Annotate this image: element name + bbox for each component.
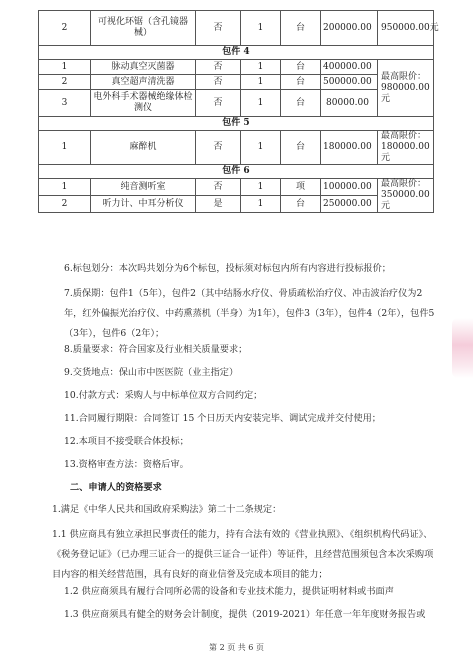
- cell-no: 3: [39, 90, 91, 117]
- cell-imported: 否: [196, 90, 241, 117]
- cell-unit: 台: [281, 60, 321, 75]
- section-2-heading: 二、申请人的资格要求: [70, 482, 162, 493]
- cell-imported: 是: [196, 196, 241, 213]
- clause-12: 12.本项目不接受联合体投标；: [64, 436, 189, 447]
- cell-name: 麻醉机: [91, 131, 196, 165]
- cell-price: 80000.00: [321, 90, 378, 117]
- package-5-limit: 最高限价：180000.00元: [378, 131, 434, 165]
- cell-no: 1: [39, 179, 91, 196]
- cell-limit: 950000.00元: [378, 11, 434, 46]
- page-number: 第 2 页 共 6 页: [209, 643, 264, 652]
- cell-name: 纯音测听室: [91, 179, 196, 196]
- clause-6: 6.标包划分：本次吗共划分为6个标包，投标须对标包内所有内容进行投标报价；: [64, 263, 391, 274]
- cell-unit: 台: [281, 11, 321, 46]
- cell-no: 2: [39, 75, 91, 90]
- cell-imported: 否: [196, 11, 241, 46]
- requirement-1-2: 1.2 供应商须具有履行合同所必需的设备和专业技术能力，提供证明材料或书面声: [64, 586, 394, 597]
- cell-qty: 1: [241, 60, 281, 75]
- seal-stamp-fragment: [452, 318, 473, 378]
- package-header-row: [39, 46, 434, 60]
- package-header-row: [39, 117, 434, 131]
- cell-unit: 台: [281, 90, 321, 117]
- cell-no: 2: [39, 196, 91, 213]
- cell-unit: 台: [281, 131, 321, 165]
- cell-imported: 否: [196, 131, 241, 165]
- package-6-limit: 最高限价：350000.00元: [378, 179, 434, 213]
- package-header-row: [39, 165, 434, 179]
- cell-qty: 1: [241, 131, 281, 165]
- cell-name: 听力计、中耳分析仪: [91, 196, 196, 213]
- package-4-limit: 最高限价：980000.00元: [378, 60, 434, 117]
- table-row: [39, 196, 434, 213]
- table-row: [39, 11, 434, 46]
- clause-7: 7.质保期：包件1（5年），包件2（其中结肠水疗仪、骨质疏松治疗仪、冲击波治疗仪为2年，红外偏振光治疗仪、中药熏蒸机（半身）为1年），包件3（3年），包件4（2年），包件5（3年），包件6（2年）；: [64, 288, 435, 339]
- cell-qty: 1: [241, 179, 281, 196]
- cell-no: 1: [39, 60, 91, 75]
- cell-price: 200000.00: [321, 11, 378, 46]
- clause-13: 13.资格审查方法：资格后审。: [64, 459, 189, 470]
- cell-qty: 1: [241, 75, 281, 90]
- package-4-label: 包件 4: [39, 46, 434, 60]
- cell-unit: 台: [281, 75, 321, 90]
- cell-name: 真空超声清洗器: [91, 75, 196, 90]
- cell-name: 电外科手术器械绝缘体检测仪: [91, 90, 196, 117]
- cell-price: 100000.00: [321, 179, 378, 196]
- cell-price: 250000.00: [321, 196, 378, 213]
- table-row: [39, 75, 434, 90]
- cell-qty: 1: [241, 196, 281, 213]
- clause-9: 9.交货地点：保山市中医医院（业主指定）: [64, 367, 239, 378]
- cell-imported: 否: [196, 60, 241, 75]
- cell-unit: 台: [281, 196, 321, 213]
- clause-10: 10.付款方式：采购人与中标单位双方合同约定；: [64, 390, 263, 401]
- requirement-1: 1.满足《中华人民共和国政府采购法》第二十二条规定：: [52, 504, 282, 515]
- table-row: [39, 90, 434, 117]
- cell-price: 400000.00: [321, 60, 378, 75]
- clause-8: 8.质量要求：符合国家及行业相关质量要求；: [64, 344, 248, 355]
- table-row: [39, 179, 434, 196]
- cell-imported: 否: [196, 75, 241, 90]
- cell-name: 脉动真空灭菌器: [91, 60, 196, 75]
- package-6-label: 包件 6: [39, 165, 434, 179]
- clause-11: 11.合同履行期限：合同签订 15 个日历天内安装完毕、调试完成并交付使用；: [64, 413, 381, 424]
- cell-no: 2: [39, 11, 91, 46]
- package-5-label: 包件 5: [39, 117, 434, 131]
- cell-qty: 1: [241, 90, 281, 117]
- table-row: [39, 131, 434, 165]
- procurement-table: [38, 10, 439, 213]
- cell-price: 500000.00: [321, 75, 378, 90]
- cell-no: 1: [39, 131, 91, 165]
- cell-imported: 否: [196, 179, 241, 196]
- cell-price: 180000.00: [321, 131, 378, 165]
- cell-unit: 项: [281, 179, 321, 196]
- table-row: [39, 60, 434, 75]
- requirement-1-1: 1.1 供应商具有独立承担民事责任的能力，持有合法有效的《营业执照》、《组织机构代码证》、《税务登记证》（已办理三证合一的提供三证合一证件）等证件，且经营范围须包含本次采购项目内容的相关经营范围，具有良好的商业信誉及完成本项目的能力；: [52, 529, 434, 580]
- cell-name: 可视化环锯（含孔镜器械）: [91, 11, 196, 46]
- requirement-1-3: 1.3 供应商须具有健全的财务会计制度，提供（2019-2021）年任意一年年度财务报告或: [64, 609, 426, 620]
- cell-qty: 1: [241, 11, 281, 46]
